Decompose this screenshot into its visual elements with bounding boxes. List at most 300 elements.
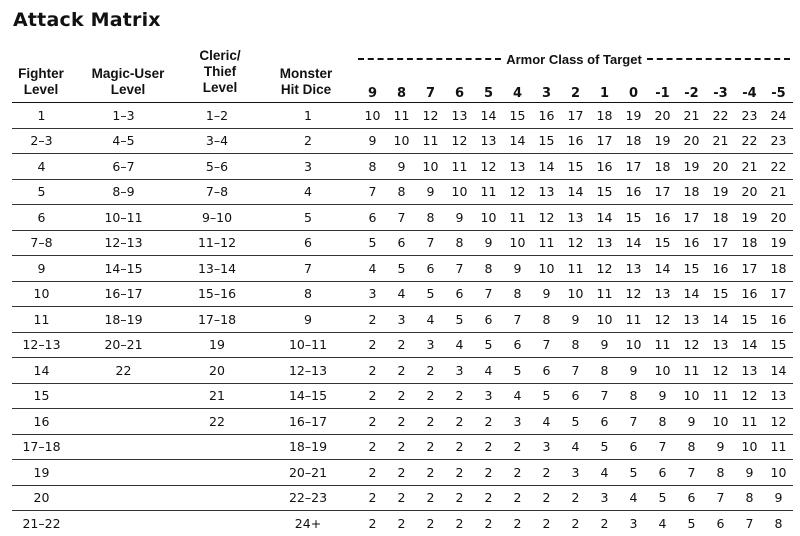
to-hit-cell: 20: [706, 154, 735, 180]
to-hit-cell: 18: [590, 103, 619, 129]
fighter-level-cell: 2–3: [12, 128, 71, 154]
monster-hit-dice-cell: 24+: [294, 515, 322, 531]
to-hit-cell: 13: [445, 103, 474, 129]
magic-user-level-cell: [71, 434, 176, 460]
fighter-level-cell: 12–13: [12, 332, 71, 358]
to-hit-cell: 19: [735, 205, 764, 231]
cleric-thief-level-cell: 19: [176, 332, 258, 358]
to-hit-cell: 3: [629, 515, 638, 531]
to-hit-cell: 10: [474, 205, 503, 231]
to-hit-cell: 9: [677, 409, 706, 435]
to-hit-cell: 12: [590, 256, 619, 282]
to-hit-cell: 5: [474, 332, 503, 358]
to-hit-cell: 6: [474, 307, 503, 333]
to-hit-cell: 11: [532, 230, 561, 256]
magic-user-level-cell: [71, 383, 176, 409]
to-hit-cell: 7: [561, 358, 590, 384]
to-hit-cell: 16: [590, 154, 619, 180]
to-hit-cell: 9: [735, 460, 764, 486]
monster-hit-dice-cell: 8: [258, 281, 358, 307]
to-hit-cell: 13: [677, 307, 706, 333]
to-hit-cell: 2: [532, 485, 561, 511]
magic-user-level-cell: [71, 485, 176, 511]
to-hit-cell: 17: [706, 230, 735, 256]
to-hit-cell: 3: [416, 332, 445, 358]
cleric-thief-level-cell: [176, 434, 258, 460]
to-hit-cell: 8: [648, 409, 677, 435]
table-row: [12, 154, 793, 180]
to-hit-cell: 2: [484, 515, 493, 531]
magic-user-level-cell: 1–3: [71, 103, 176, 129]
to-hit-cell: 19: [706, 179, 735, 205]
to-hit-cell: 2: [445, 460, 474, 486]
to-hit-cell: 11: [590, 281, 619, 307]
page-title: Attack Matrix: [13, 9, 161, 31]
to-hit-cell: 13: [735, 358, 764, 384]
to-hit-cell: 12: [532, 205, 561, 231]
to-hit-cell: 12: [503, 179, 532, 205]
to-hit-cell: 12: [619, 281, 648, 307]
magic-user-level-cell: 6–7: [71, 154, 176, 180]
table-row: [12, 256, 793, 282]
armor-class-6: 3: [532, 77, 561, 103]
to-hit-cell: 2: [387, 332, 416, 358]
to-hit-cell: 9: [532, 281, 561, 307]
to-hit-cell: 6: [387, 230, 416, 256]
to-hit-cell: 6: [503, 332, 532, 358]
to-hit-cell: 3: [532, 434, 561, 460]
to-hit-cell: 4: [358, 256, 387, 282]
to-hit-cell: 6: [561, 383, 590, 409]
to-hit-cell: 2: [474, 485, 503, 511]
to-hit-cell: 14: [503, 128, 532, 154]
table-row: [12, 383, 793, 409]
armor-class-row: [12, 77, 793, 103]
fighter-level-cell: 15: [12, 383, 71, 409]
to-hit-cell: 4: [532, 409, 561, 435]
to-hit-cell: 23: [764, 128, 793, 154]
table-row: [12, 281, 793, 307]
cleric-thief-level-cell: 13–14: [176, 256, 258, 282]
monster-hit-dice-cell: 22–23: [258, 485, 358, 511]
monster-hit-dice-cell: 12–13: [258, 358, 358, 384]
to-hit-cell: 14: [764, 358, 793, 384]
to-hit-cell: 11: [503, 205, 532, 231]
to-hit-cell: 3: [561, 460, 590, 486]
cleric-thief-level-cell: 1–2: [176, 103, 258, 129]
to-hit-cell: 8: [706, 460, 735, 486]
magic-user-level-cell: 18–19: [71, 307, 176, 333]
to-hit-cell: 14: [561, 179, 590, 205]
armor-class-11: -2: [677, 77, 706, 103]
to-hit-cell: 18: [764, 256, 793, 282]
magic-user-level-cell: 14–15: [71, 256, 176, 282]
to-hit-cell: 7: [532, 332, 561, 358]
to-hit-cell: 2: [416, 358, 445, 384]
to-hit-cell: 2: [416, 434, 445, 460]
to-hit-cell: 3: [358, 281, 387, 307]
to-hit-cell: 13: [590, 230, 619, 256]
to-hit-cell: 7: [503, 307, 532, 333]
to-hit-cell: 6: [619, 434, 648, 460]
to-hit-cell: 2: [542, 515, 551, 531]
cleric-thief-level-cell: [176, 460, 258, 486]
to-hit-cell: 8: [474, 256, 503, 282]
cleric-thief-level-header: Cleric/ Thief Level: [199, 48, 241, 95]
to-hit-cell: 2: [358, 409, 387, 435]
to-hit-cell: 9: [416, 179, 445, 205]
to-hit-cell: 8: [677, 434, 706, 460]
to-hit-cell: 2: [358, 485, 387, 511]
to-hit-cell: 8: [561, 332, 590, 358]
to-hit-cell: 8: [387, 179, 416, 205]
magic-user-level-cell: [71, 409, 176, 435]
to-hit-cell: 2: [426, 515, 435, 531]
to-hit-cell: 16: [532, 103, 561, 129]
to-hit-cell: 4: [503, 383, 532, 409]
armor-class-9: 0: [619, 77, 648, 103]
to-hit-cell: 9: [358, 128, 387, 154]
to-hit-cell: 7: [648, 434, 677, 460]
to-hit-cell: 2: [387, 460, 416, 486]
fighter-level-cell: 16: [12, 409, 71, 435]
to-hit-cell: 8: [358, 154, 387, 180]
to-hit-cell: 2: [474, 409, 503, 435]
to-hit-cell: 2: [503, 434, 532, 460]
to-hit-cell: 2: [387, 485, 416, 511]
to-hit-cell: 8: [774, 515, 783, 531]
to-hit-cell: 10: [387, 128, 416, 154]
to-hit-cell: 14: [648, 256, 677, 282]
table-row: [12, 230, 793, 256]
to-hit-cell: 18: [735, 230, 764, 256]
to-hit-cell: 2: [445, 383, 474, 409]
to-hit-cell: 2: [416, 485, 445, 511]
to-hit-cell: 14: [474, 103, 503, 129]
table-row: [12, 409, 793, 435]
to-hit-cell: 2: [387, 434, 416, 460]
to-hit-cell: 15: [590, 179, 619, 205]
to-hit-cell: 7: [445, 256, 474, 282]
to-hit-cell: 18: [706, 205, 735, 231]
to-hit-cell: 2: [358, 307, 387, 333]
to-hit-cell: 21: [706, 128, 735, 154]
to-hit-cell: 9: [561, 307, 590, 333]
cleric-thief-level-cell: 20: [176, 358, 258, 384]
to-hit-cell: 7: [619, 409, 648, 435]
fighter-level-cell: 5: [12, 179, 71, 205]
to-hit-cell: 5: [445, 307, 474, 333]
to-hit-cell: 8: [590, 358, 619, 384]
to-hit-cell: 8: [532, 307, 561, 333]
cleric-thief-level-cell: 3–4: [176, 128, 258, 154]
to-hit-cell: 14: [706, 307, 735, 333]
to-hit-cell: 18: [619, 128, 648, 154]
to-hit-cell: 11: [648, 332, 677, 358]
to-hit-cell: 4: [590, 460, 619, 486]
to-hit-cell: 21: [735, 154, 764, 180]
to-hit-cell: 19: [677, 154, 706, 180]
fighter-level-cell: 7–8: [12, 230, 71, 256]
fighter-level-cell: 4: [12, 154, 71, 180]
to-hit-cell: 12: [764, 409, 793, 435]
fighter-level-cell: 14: [12, 358, 71, 384]
to-hit-cell: 21: [677, 103, 706, 129]
to-hit-cell: 10: [735, 434, 764, 460]
to-hit-cell: 6: [532, 358, 561, 384]
to-hit-cell: 14: [619, 230, 648, 256]
to-hit-cell: 2: [474, 434, 503, 460]
magic-user-level-cell: 4–5: [71, 128, 176, 154]
to-hit-cell: 2: [358, 460, 387, 486]
to-hit-cell: 7: [706, 485, 735, 511]
to-hit-cell: 19: [619, 103, 648, 129]
to-hit-cell: 16: [648, 205, 677, 231]
monster-hit-dice-cell: 5: [258, 205, 358, 231]
to-hit-cell: 13: [503, 154, 532, 180]
monster-hit-dice-header: Monster Hit Dice: [279, 66, 333, 97]
to-hit-cell: 13: [474, 128, 503, 154]
to-hit-cell: 4: [561, 434, 590, 460]
attack-matrix-table: [12, 77, 793, 536]
fighter-level-header: Fighter Level: [18, 66, 64, 97]
to-hit-cell: 11: [387, 103, 416, 129]
to-hit-cell: 17: [619, 154, 648, 180]
to-hit-cell: 2: [455, 515, 464, 531]
to-hit-cell: 2: [416, 409, 445, 435]
to-hit-cell: 16: [677, 230, 706, 256]
to-hit-cell: 21: [764, 179, 793, 205]
to-hit-cell: 9: [590, 332, 619, 358]
to-hit-cell: 9: [706, 434, 735, 460]
to-hit-cell: 16: [619, 179, 648, 205]
table-row: [12, 205, 793, 231]
table-row: [12, 179, 793, 205]
to-hit-cell: 20: [735, 179, 764, 205]
armor-class-3: 6: [445, 77, 474, 103]
blank-header-cell: [71, 77, 176, 103]
to-hit-cell: 20: [648, 103, 677, 129]
to-hit-cell: 6: [716, 515, 725, 531]
to-hit-cell: 16: [735, 281, 764, 307]
to-hit-cell: 11: [619, 307, 648, 333]
to-hit-cell: 2: [358, 358, 387, 384]
monster-hit-dice-cell: 20–21: [258, 460, 358, 486]
to-hit-cell: 2: [600, 515, 609, 531]
fighter-level-cell: 17–18: [12, 434, 71, 460]
to-hit-cell: 5: [590, 434, 619, 460]
to-hit-cell: 7: [387, 205, 416, 231]
to-hit-cell: 17: [648, 179, 677, 205]
to-hit-cell: 13: [532, 179, 561, 205]
blank-header-cell: [176, 77, 258, 103]
to-hit-cell: 15: [735, 307, 764, 333]
fighter-level-cell: 10: [12, 281, 71, 307]
fighter-level-cell: 21–22: [22, 515, 61, 531]
to-hit-cell: 6: [677, 485, 706, 511]
to-hit-cell: 10: [619, 332, 648, 358]
to-hit-cell: 10: [677, 383, 706, 409]
to-hit-cell: 15: [706, 281, 735, 307]
to-hit-cell: 7: [474, 281, 503, 307]
magic-user-level-cell: 12–13: [71, 230, 176, 256]
to-hit-cell: 14: [735, 332, 764, 358]
cleric-thief-level-cell: 7–8: [176, 179, 258, 205]
to-hit-cell: 12: [706, 358, 735, 384]
to-hit-cell: 11: [735, 409, 764, 435]
to-hit-cell: 4: [619, 485, 648, 511]
to-hit-cell: 3: [387, 307, 416, 333]
to-hit-cell: 2: [358, 434, 387, 460]
to-hit-cell: 3: [445, 358, 474, 384]
to-hit-cell: 16: [706, 256, 735, 282]
matrix-body: [12, 103, 793, 536]
armor-class-0: 9: [358, 77, 387, 103]
to-hit-cell: 16: [764, 307, 793, 333]
cleric-thief-level-cell: 17–18: [176, 307, 258, 333]
table-row: [12, 460, 793, 486]
table-row: [12, 307, 793, 333]
monster-hit-dice-cell: 7: [258, 256, 358, 282]
to-hit-cell: 6: [416, 256, 445, 282]
to-hit-cell: 10: [561, 281, 590, 307]
to-hit-cell: 13: [619, 256, 648, 282]
to-hit-cell: 12: [648, 307, 677, 333]
to-hit-cell: 7: [677, 460, 706, 486]
armor-class-13: -4: [735, 77, 764, 103]
to-hit-cell: 4: [416, 307, 445, 333]
to-hit-cell: 11: [706, 383, 735, 409]
to-hit-cell: 14: [532, 154, 561, 180]
to-hit-cell: 9: [503, 256, 532, 282]
to-hit-cell: 2: [416, 460, 445, 486]
to-hit-cell: 9: [764, 485, 793, 511]
to-hit-cell: 4: [474, 358, 503, 384]
table-row: [12, 103, 793, 129]
to-hit-cell: 11: [677, 358, 706, 384]
to-hit-cell: 10: [503, 230, 532, 256]
to-hit-cell: 17: [590, 128, 619, 154]
armor-class-10: -1: [648, 77, 677, 103]
to-hit-cell: 5: [358, 230, 387, 256]
to-hit-cell: 2: [387, 358, 416, 384]
armor-class-5: 4: [503, 77, 532, 103]
to-hit-cell: 2: [445, 409, 474, 435]
cleric-thief-level-cell: [176, 485, 258, 511]
cleric-thief-level-cell: 21: [176, 383, 258, 409]
to-hit-cell: 8: [735, 485, 764, 511]
to-hit-cell: 22: [706, 103, 735, 129]
to-hit-cell: 2: [358, 383, 387, 409]
to-hit-cell: 15: [503, 103, 532, 129]
to-hit-cell: 12: [561, 230, 590, 256]
fighter-level-cell: 9: [12, 256, 71, 282]
magic-user-level-cell: 22: [71, 358, 176, 384]
to-hit-cell: 19: [764, 230, 793, 256]
to-hit-cell: 9: [474, 230, 503, 256]
to-hit-cell: 2: [571, 515, 580, 531]
to-hit-cell: 17: [735, 256, 764, 282]
to-hit-cell: 17: [764, 281, 793, 307]
to-hit-cell: 2: [445, 485, 474, 511]
to-hit-cell: 10: [648, 358, 677, 384]
to-hit-cell: 15: [561, 154, 590, 180]
to-hit-cell: 8: [619, 383, 648, 409]
to-hit-cell: 23: [735, 103, 764, 129]
magic-user-level-cell: 20–21: [71, 332, 176, 358]
to-hit-cell: 2: [387, 409, 416, 435]
armor-class-banner: [358, 50, 790, 68]
to-hit-cell: 15: [764, 332, 793, 358]
blank-header-cell: [12, 77, 71, 103]
to-hit-cell: 15: [677, 256, 706, 282]
cleric-thief-level-cell: 15–16: [176, 281, 258, 307]
monster-hit-dice-cell: 1: [258, 103, 358, 129]
to-hit-cell: 18: [648, 154, 677, 180]
to-hit-cell: 9: [445, 205, 474, 231]
table-row: [12, 485, 793, 511]
to-hit-cell: 10: [358, 103, 387, 129]
to-hit-cell: 2: [474, 460, 503, 486]
to-hit-cell: 4: [387, 281, 416, 307]
to-hit-cell: 9: [648, 383, 677, 409]
cleric-thief-level-cell: 22: [176, 409, 258, 435]
to-hit-cell: 5: [387, 256, 416, 282]
banner-dash-right: [647, 58, 790, 60]
magic-user-level-cell: [71, 460, 176, 486]
to-hit-cell: 18: [677, 179, 706, 205]
to-hit-cell: 2: [513, 515, 522, 531]
to-hit-cell: 5: [648, 485, 677, 511]
to-hit-cell: 12: [677, 332, 706, 358]
to-hit-cell: 11: [764, 434, 793, 460]
to-hit-cell: 13: [648, 281, 677, 307]
to-hit-cell: 13: [561, 205, 590, 231]
to-hit-cell: 11: [416, 128, 445, 154]
fighter-level-cell: 6: [12, 205, 71, 231]
to-hit-cell: 14: [590, 205, 619, 231]
to-hit-cell: 2: [503, 460, 532, 486]
table-row: [12, 332, 793, 358]
monster-hit-dice-cell: 18–19: [258, 434, 358, 460]
to-hit-cell: 6: [445, 281, 474, 307]
to-hit-cell: 22: [735, 128, 764, 154]
to-hit-cell: 10: [532, 256, 561, 282]
armor-class-2: 7: [416, 77, 445, 103]
to-hit-cell: 12: [416, 103, 445, 129]
to-hit-cell: 15: [532, 128, 561, 154]
to-hit-cell: 12: [445, 128, 474, 154]
to-hit-cell: 2: [416, 383, 445, 409]
to-hit-cell: 2: [387, 383, 416, 409]
armor-class-8: 1: [590, 77, 619, 103]
fighter-level-cell: 19: [12, 460, 71, 486]
to-hit-cell: 2: [561, 485, 590, 511]
to-hit-cell: 6: [590, 409, 619, 435]
to-hit-cell: 2: [358, 332, 387, 358]
magic-user-level-header: Magic-User Level: [91, 66, 165, 97]
to-hit-cell: 10: [764, 460, 793, 486]
to-hit-cell: 10: [590, 307, 619, 333]
to-hit-cell: 7: [745, 515, 754, 531]
to-hit-cell: 20: [677, 128, 706, 154]
cleric-thief-level-cell: 5–6: [176, 154, 258, 180]
cleric-thief-level-cell: 9–10: [176, 205, 258, 231]
monster-hit-dice-cell: 10–11: [258, 332, 358, 358]
to-hit-cell: 15: [648, 230, 677, 256]
to-hit-cell: 5: [532, 383, 561, 409]
to-hit-cell: 15: [619, 205, 648, 231]
